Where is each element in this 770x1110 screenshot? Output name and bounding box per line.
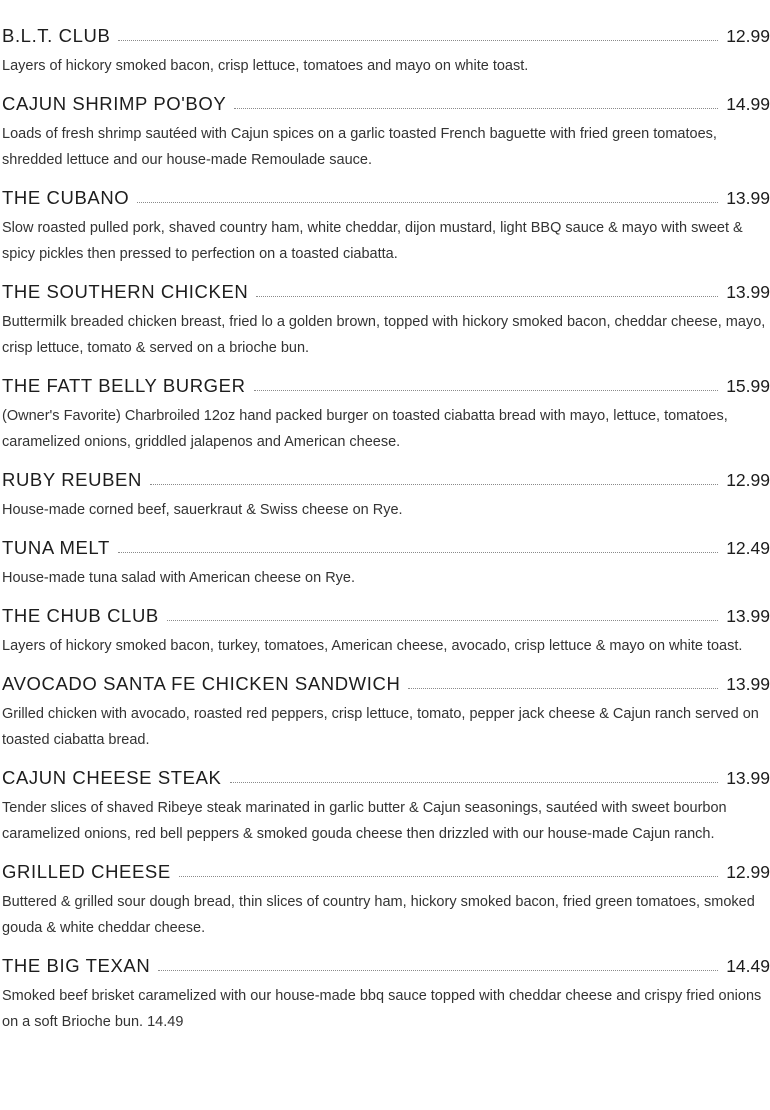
menu-item-name: AVOCADO SANTA FE CHICKEN SANDWICH bbox=[2, 673, 401, 694]
menu-item-header bbox=[0, 22, 770, 50]
menu-item bbox=[0, 534, 770, 591]
menu-item-name: RUBY REUBEN bbox=[2, 469, 142, 490]
menu-item-name: THE SOUTHERN CHICKEN bbox=[2, 281, 249, 302]
menu-item-header bbox=[0, 466, 770, 494]
dot-leader bbox=[256, 284, 718, 297]
menu-item-name: THE CUBANO bbox=[2, 187, 130, 208]
menu-item bbox=[0, 602, 770, 659]
menu-item-name: CAJUN CHEESE STEAK bbox=[2, 767, 222, 788]
menu-item bbox=[0, 858, 770, 941]
menu-item-header bbox=[0, 372, 770, 400]
menu-item bbox=[0, 372, 770, 455]
menu-item-description: Tender slices of shaved Ribeye steak marinated in garlic butter & Cajun seasonings, sautéed with sweet bourbon caramelized onions, red bell peppers & smoked gouda cheese then drizzled with our house-made Cajun ranch. bbox=[2, 800, 727, 842]
menu-item bbox=[0, 764, 770, 847]
menu-item-description: Layers of hickory smoked bacon, turkey, tomatoes, American cheese, avocado, crisp lettuce & mayo on white toast. bbox=[2, 638, 743, 654]
dot-leader bbox=[230, 770, 719, 783]
menu-item-description: Loads of fresh shrimp sautéed with Cajun spices on a garlic toasted French baguette with fried green tomatoes, shredded lettuce and our house-made Remoulade sauce. bbox=[2, 126, 717, 168]
menu-item-description: Buttermilk breaded chicken breast, fried lo a golden brown, topped with hickory smoked bacon, cheddar cheese, mayo, crisp lettuce, tomato & served on a brioche bun. bbox=[2, 314, 766, 356]
menu-item bbox=[0, 90, 770, 173]
dot-leader bbox=[234, 96, 718, 109]
dot-leader bbox=[150, 472, 718, 485]
menu-item-header bbox=[0, 278, 770, 306]
menu-item-header bbox=[0, 90, 770, 118]
menu-item-header bbox=[0, 670, 770, 698]
menu-item-name: CAJUN SHRIMP PO'BOY bbox=[2, 93, 227, 114]
menu-item-price: 13.99 bbox=[726, 674, 770, 694]
menu-item-description: Slow roasted pulled pork, shaved country ham, white cheddar, dijon mustard, light BBQ sauce & mayo with sweet & spicy pickles then pressed to perfection on a toasted ciabatta. bbox=[2, 220, 743, 262]
menu-item-price: 12.49 bbox=[726, 538, 770, 558]
menu-item bbox=[0, 466, 770, 523]
menu-item-price: 13.99 bbox=[726, 188, 770, 208]
menu-item bbox=[0, 22, 770, 79]
dot-leader bbox=[118, 540, 718, 553]
menu-item-description: House-made corned beef, sauerkraut & Swiss cheese on Rye. bbox=[2, 502, 403, 518]
menu-item-description: Smoked beef brisket caramelized with our house-made bbq sauce topped with cheddar cheese and crispy fried onions on a soft Brioche bun. 14.49 bbox=[2, 988, 762, 1030]
menu-item-description: Buttered & grilled sour dough bread, thin slices of country ham, hickory smoked bacon, fried green tomatoes, smoked gouda & white cheddar cheese. bbox=[2, 894, 755, 936]
dot-leader bbox=[158, 958, 718, 971]
menu-item-price: 13.99 bbox=[726, 282, 770, 302]
dot-leader bbox=[137, 190, 718, 203]
menu-item-header bbox=[0, 184, 770, 212]
menu-item bbox=[0, 952, 770, 1035]
menu-item-name: THE CHUB CLUB bbox=[2, 605, 159, 626]
menu-item-description: (Owner's Favorite) Charbroiled 12oz hand packed burger on toasted ciabatta bread with mayo, lettuce, tomatoes, caramelized onions, griddled jalapenos and American cheese. bbox=[2, 408, 728, 450]
menu-item-price: 12.99 bbox=[726, 26, 770, 46]
menu-item-name: GRILLED CHEESE bbox=[2, 861, 171, 882]
menu-item-name: TUNA MELT bbox=[2, 537, 110, 558]
menu-item-price: 12.99 bbox=[726, 862, 770, 882]
menu-item-header bbox=[0, 534, 770, 562]
menu-item-name: B.L.T. CLUB bbox=[2, 25, 111, 46]
menu-item-description: House-made tuna salad with American cheese on Rye. bbox=[2, 570, 356, 586]
menu-item-description: Grilled chicken with avocado, roasted red peppers, crisp lettuce, tomato, pepper jack cheese & Cajun ranch served on toasted ciabatta bread. bbox=[2, 706, 759, 748]
dot-leader bbox=[179, 864, 718, 877]
dot-leader bbox=[118, 28, 718, 41]
dot-leader bbox=[167, 608, 718, 621]
menu-item-price: 13.99 bbox=[726, 768, 770, 788]
menu-item-price: 14.99 bbox=[726, 94, 770, 114]
menu-item-price: 15.99 bbox=[726, 376, 770, 396]
dot-leader bbox=[408, 676, 718, 689]
dot-leader bbox=[254, 378, 719, 391]
menu-item-price: 14.49 bbox=[726, 956, 770, 976]
menu-item-price: 12.99 bbox=[726, 470, 770, 490]
menu-item-header bbox=[0, 602, 770, 630]
menu-item-price: 13.99 bbox=[726, 606, 770, 626]
menu-item bbox=[0, 278, 770, 361]
menu-item bbox=[0, 184, 770, 267]
menu-item bbox=[0, 670, 770, 753]
menu-item-header bbox=[0, 858, 770, 886]
menu-list bbox=[0, 22, 770, 1035]
menu-item-header bbox=[0, 952, 770, 980]
menu-item-name: THE FATT BELLY BURGER bbox=[2, 375, 246, 396]
menu-item-header bbox=[0, 764, 770, 792]
menu-item-name: THE BIG TEXAN bbox=[2, 955, 151, 976]
menu-item-description: Layers of hickory smoked bacon, crisp lettuce, tomatoes and mayo on white toast. bbox=[2, 58, 529, 74]
